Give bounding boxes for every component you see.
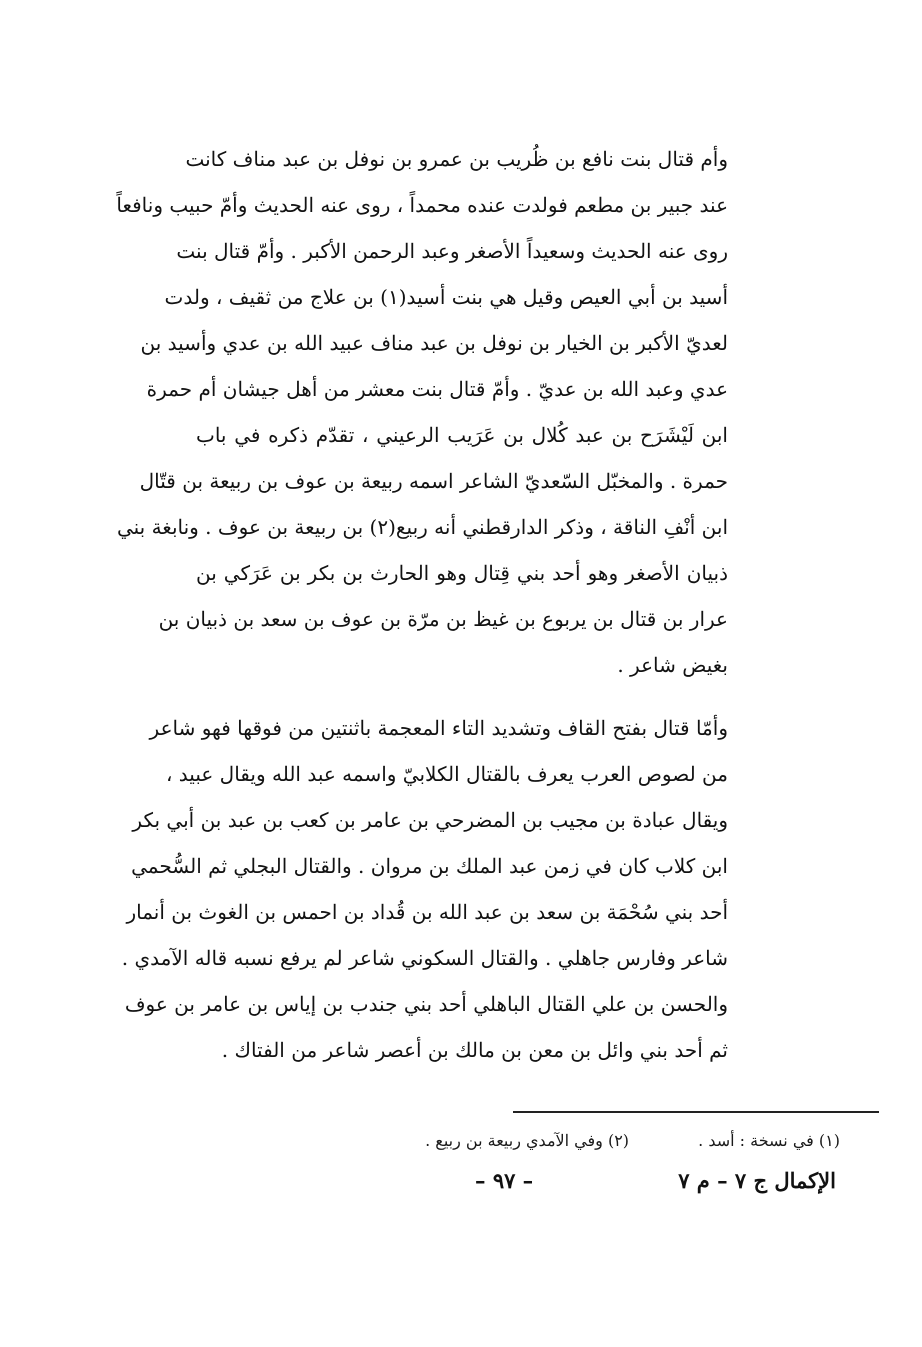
footnote-divider <box>513 1111 879 1113</box>
text-line: عند جبير بن مطعم فولدت عنده محمداً ، روى عنه الحديث وأمّ حبيب ونافعاً <box>116 193 728 217</box>
paragraph-1 <box>116 136 728 688</box>
text-line: لعديّ الأكبر بن الخيار بن نوفل بن عبد مناف عبيد الله بن عدي وأسيد بن <box>140 331 728 355</box>
page-number: – ٩٧ – <box>475 1168 534 1193</box>
text-line: حمرة . والمخبّل السّعديّ الشاعر اسمه ربيعة بن عوف بن ربيعة بن قتّال <box>139 469 728 493</box>
text-line: ابن كلاب كان في زمن عبد الملك بن مروان . والقتال البجلي ثم السُّحمي <box>131 854 728 878</box>
text-line: روى عنه الحديث وسعيداً الأصغر وعبد الرحمن الأكبر . وأمّ قتال بنت <box>176 239 728 263</box>
paragraph-2 <box>121 705 728 1073</box>
text-line: ابن لَيْشَرَح بن عبد كُلال بن عَرَيب الرعيني ، تقدّم ذكره في باب <box>196 423 728 447</box>
text-line: بغيض شاعر . <box>617 653 728 677</box>
footnote-2: (٢) وفي الآمدي ربيعة بن ربيع . <box>425 1131 630 1150</box>
text-line: من لصوص العرب يعرف بالقتال الكلابيّ واسمه عبد الله ويقال عبيد ، <box>165 762 728 786</box>
footnote-1: (١) في نسخة : أسد . <box>698 1131 840 1150</box>
text-line: وأم قتال بنت نافع بن ظُريب بن عمرو بن نوفل بن عبد مناف كانت <box>185 147 728 171</box>
text-line: وأمّا قتال بفتح القاف وتشديد التاء المعجمة باثنتين من فوقها فهو شاعر <box>149 716 728 740</box>
text-line: ابن أنْفِ الناقة ، وذكر الدارقطني أنه ربيع(٢) بن ربيعة بن عوف . ونابغة بني <box>116 515 728 539</box>
text-line: ثم أحد بني وائل بن معن بن مالك بن أعصر شاعر من الفتاك . <box>221 1038 728 1062</box>
printer-signature: الإكمال ج ٧ – م ٧ <box>678 1168 836 1193</box>
text-line: أسيد بن أبي العيص وقيل هي بنت أسيد(١) بن علاج من ثقيف ، ولدت <box>164 285 728 309</box>
text-line: أحد بني سُحْمَة بن سعد بن عبد الله بن قُداد بن احمس بن الغوث بن أنمار <box>126 900 728 924</box>
text-line: عرار بن قتال بن يربوع بن غيظ بن مرّة بن عوف بن سعد بن ذبيان بن <box>158 607 728 631</box>
text-line: والحسن بن علي القتال الباهلي أحد بني جندب بن إياس بن عامر بن عوف <box>124 992 728 1016</box>
footnotes <box>425 1131 840 1150</box>
text-line: شاعر وفارس جاهلي . والقتال السكوني شاعر لم يرفع نسبه قاله الآمدي . <box>121 946 728 970</box>
page-footer <box>196 1168 836 1202</box>
text-line: ويقال عبادة بن مجيب بن المضرحي بن عامر بن كعب بن عبد بن أبي بكر <box>132 808 728 832</box>
text-line: ذبيان الأصغر وهو أحد بني قِتال وهو الحارث بن بكر بن عَرَكي بن <box>196 561 728 585</box>
text-line: عدي وعبد الله بن عديّ . وأمّ قتال بنت معشر من أهل جيشان أم حمرة <box>146 377 728 401</box>
